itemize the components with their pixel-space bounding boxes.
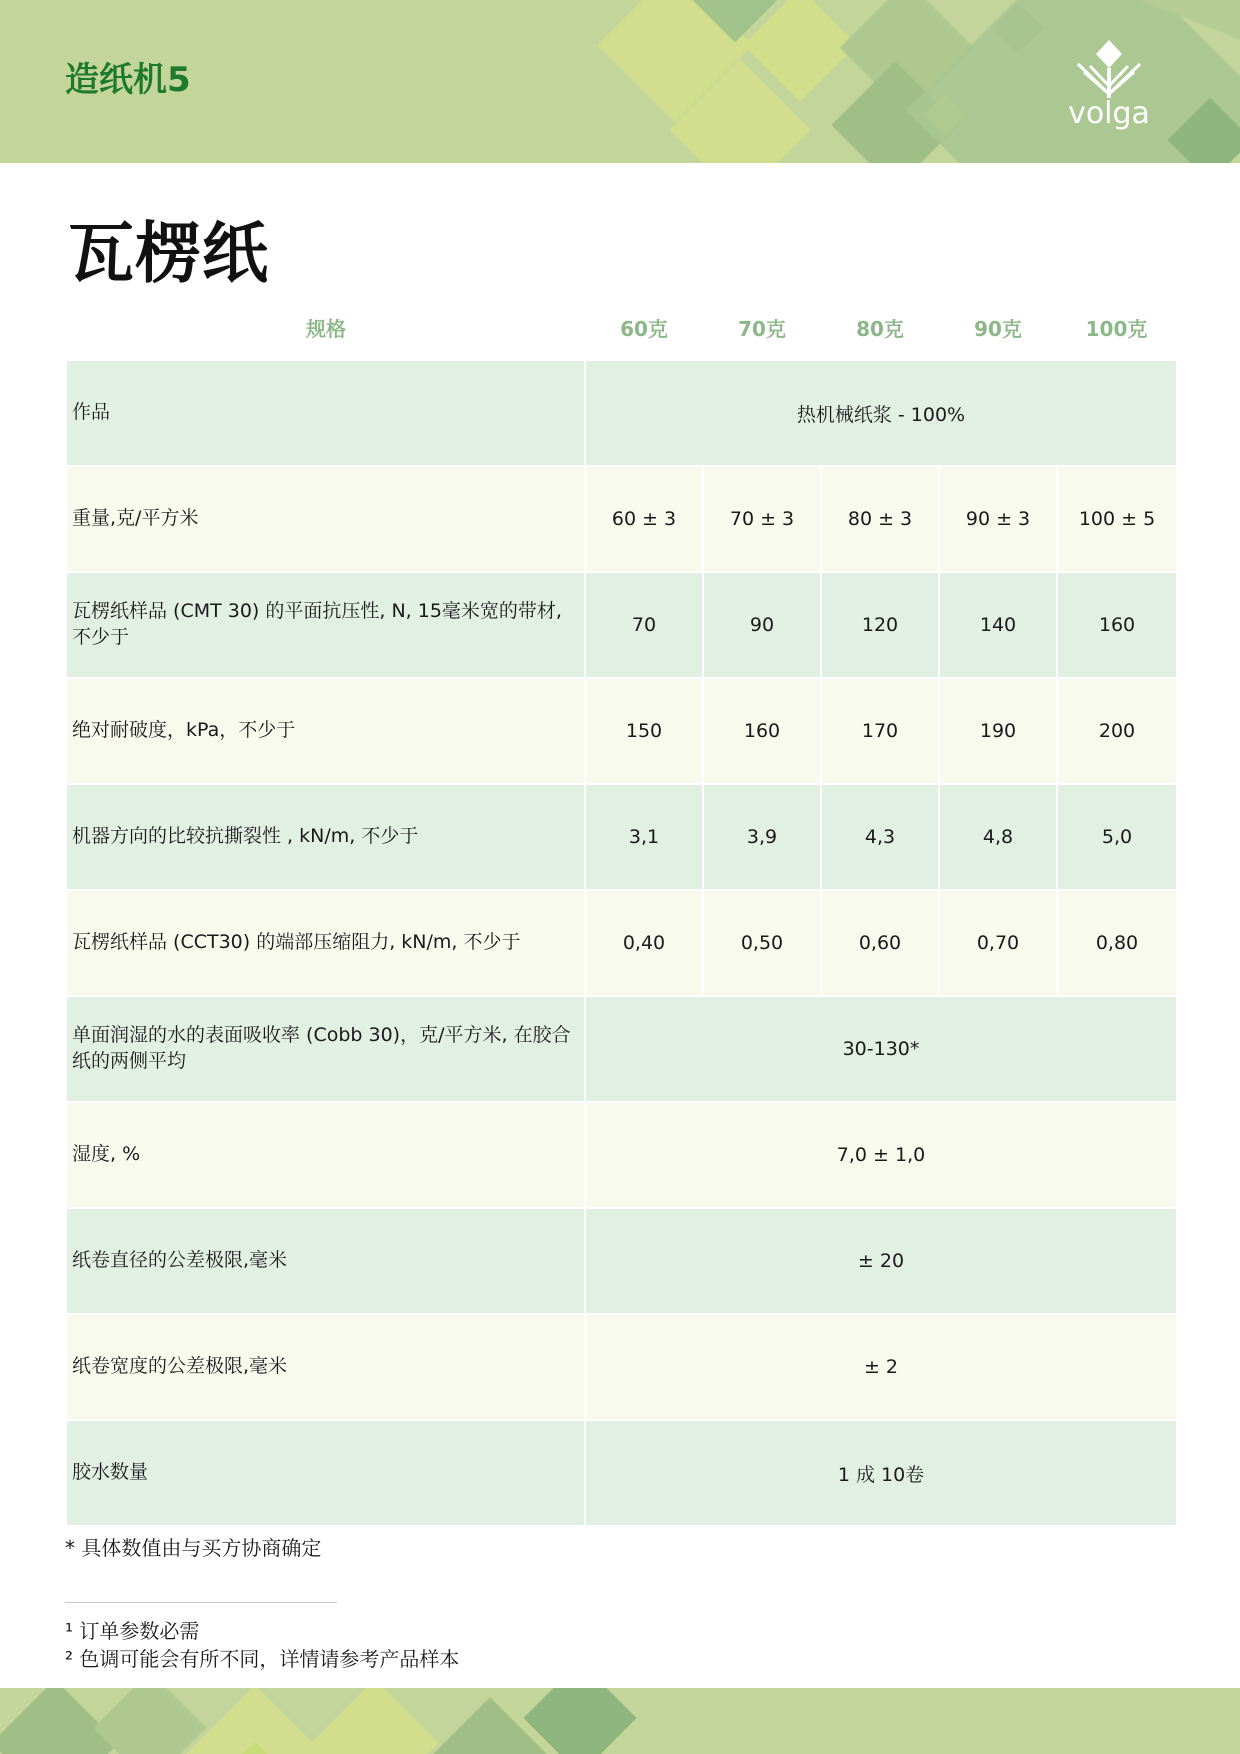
- table-row: [67, 996, 1176, 1102]
- table-cell: 90 ± 3: [939, 466, 1057, 572]
- table-cell: ± 2: [585, 1314, 1176, 1420]
- table-cell: 60 ± 3: [585, 466, 703, 572]
- row-label: 瓦楞纸样品 (CMT 30) 的平面抗压性, N, 15毫米宽的带材, 不少于: [67, 572, 585, 678]
- table-cell: 90: [703, 572, 821, 678]
- table-cell: 热机械纸浆 - 100%: [585, 360, 1176, 466]
- row-label: 纸卷直径的公差极限,毫米: [67, 1208, 585, 1314]
- table-row: [67, 1208, 1176, 1314]
- table-cell: 5,0: [1057, 784, 1176, 890]
- table-cell: 100 ± 5: [1057, 466, 1176, 572]
- table-cell: 3,9: [703, 784, 821, 890]
- table-cell: 1 成 10卷: [585, 1420, 1176, 1525]
- table-row: [67, 466, 1176, 572]
- machine-title: 造纸机5: [65, 60, 191, 100]
- table-cell: 190: [939, 678, 1057, 784]
- table-cell: 160: [1057, 572, 1176, 678]
- row-label: 绝对耐破度，kPa，不少于: [67, 678, 585, 784]
- row-label: 湿度, %: [67, 1102, 585, 1208]
- table-cell: 140: [939, 572, 1057, 678]
- table-row: [67, 890, 1176, 996]
- row-label: 胶水数量: [67, 1420, 585, 1525]
- footnote: ¹ 订单参数必需: [65, 1619, 200, 1643]
- footnote: ² 色调可能会有所不同，详情请参考产品样本: [65, 1647, 460, 1671]
- table-cell: 200: [1057, 678, 1176, 784]
- footnote-divider: [65, 1602, 337, 1603]
- row-label: 重量,克/平方米: [67, 466, 585, 572]
- table-note: * 具体数值由与买方协商确定: [65, 1536, 322, 1560]
- table-cell: 0,40: [585, 890, 703, 996]
- page-footer: [0, 1688, 1240, 1754]
- logo-text: volga: [1068, 96, 1150, 131]
- row-label: 机器方向的比较抗撕裂性 , kN/m, 不少于: [67, 784, 585, 890]
- table-row: [67, 784, 1176, 890]
- column-header: 100克: [1057, 295, 1176, 360]
- table-cell: 70 ± 3: [703, 466, 821, 572]
- table-header-row: [67, 295, 1176, 360]
- table-cell: 3,1: [585, 784, 703, 890]
- table-cell: 4,3: [821, 784, 939, 890]
- table-row: [67, 1420, 1176, 1525]
- footer-diamond-pattern: [0, 1688, 1240, 1754]
- spec-table: [67, 295, 1176, 1525]
- table-cell: 70: [585, 572, 703, 678]
- table-cell: 4,8: [939, 784, 1057, 890]
- column-header: 90克: [939, 295, 1057, 360]
- table-cell: 0,80: [1057, 890, 1176, 996]
- row-label: 单面润湿的水的表面吸收率 (Cobb 30)，克/平方米, 在胶合纸的两侧平均: [67, 996, 585, 1102]
- table-row: [67, 678, 1176, 784]
- table-cell: 170: [821, 678, 939, 784]
- table-cell: ± 20: [585, 1208, 1176, 1314]
- table-cell: 0,60: [821, 890, 939, 996]
- table-cell: 7,0 ± 1,0: [585, 1102, 1176, 1208]
- table-cell: 80 ± 3: [821, 466, 939, 572]
- page-header: [0, 0, 1240, 163]
- table-row: [67, 572, 1176, 678]
- column-header: 80克: [821, 295, 939, 360]
- row-label: 瓦楞纸样品 (CCT30) 的端部压缩阻力, kN/m, 不少于: [67, 890, 585, 996]
- table-row: [67, 360, 1176, 466]
- row-label: 作品: [67, 360, 585, 466]
- document-title: 瓦楞纸: [68, 215, 269, 292]
- table-row: [67, 1102, 1176, 1208]
- row-label: 纸卷宽度的公差极限,毫米: [67, 1314, 585, 1420]
- column-header: 规格: [67, 295, 585, 360]
- table-cell: 160: [703, 678, 821, 784]
- table-cell: 30-130*: [585, 996, 1176, 1102]
- table-cell: 120: [821, 572, 939, 678]
- table-row: [67, 1314, 1176, 1420]
- table-cell: 0,70: [939, 890, 1057, 996]
- column-header: 70克: [703, 295, 821, 360]
- table-cell: 150: [585, 678, 703, 784]
- table-cell: 0,50: [703, 890, 821, 996]
- column-header: 60克: [585, 295, 703, 360]
